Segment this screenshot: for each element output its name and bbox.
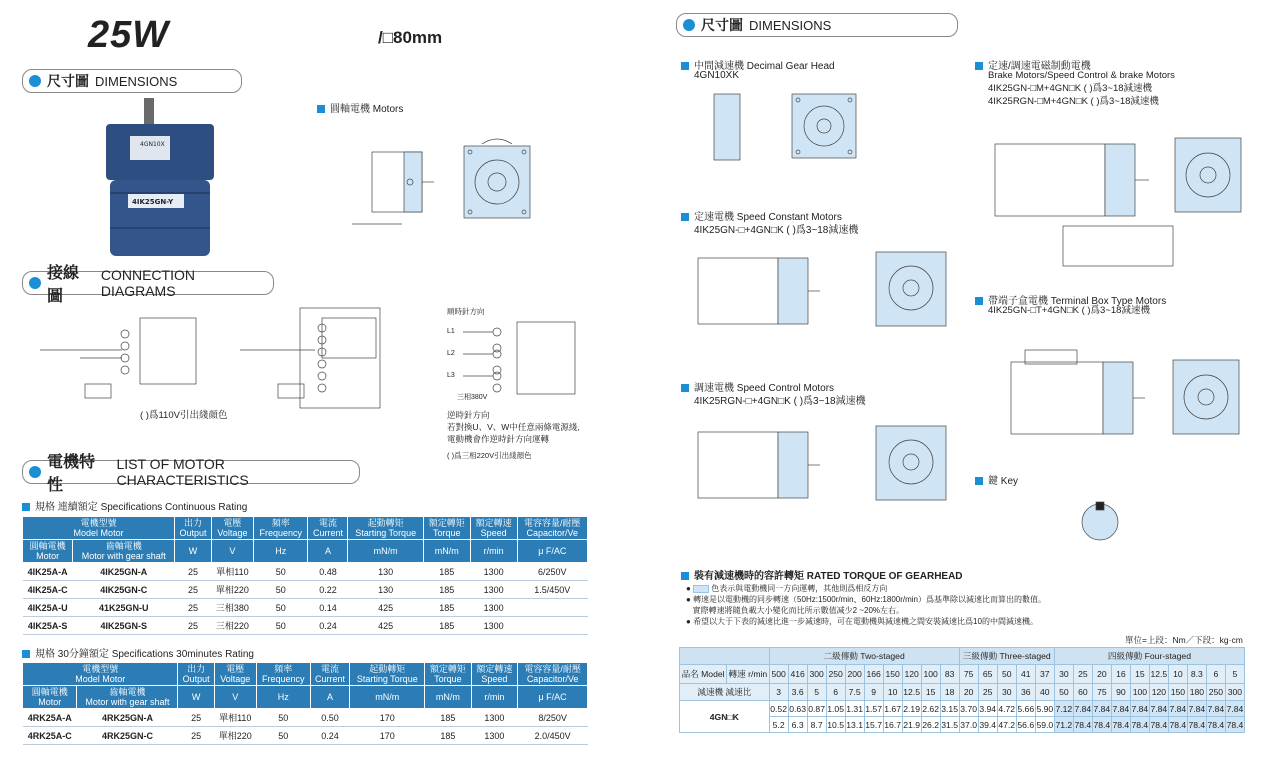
table-cell: 三相220 [211, 617, 253, 635]
table-cell: 50 [254, 599, 308, 617]
cw-direction-label: 順時針方向 [447, 307, 485, 316]
table-cell: 130 [348, 563, 423, 581]
table-cell: 50 [254, 581, 308, 599]
torque-cell: 12.5 [1149, 665, 1168, 684]
table-cell: 1300 [470, 581, 517, 599]
speed-constant-label: 定速電機 Speed Constant Motors [681, 208, 842, 223]
table-cell: 8/250V [518, 709, 588, 727]
table-cell: 單相110 [211, 563, 253, 581]
bullet-dot-icon [29, 75, 41, 87]
table-cell: 50 [254, 563, 308, 581]
table-cell: 25 [178, 709, 214, 727]
torque-cell: 9 [864, 684, 883, 701]
table-cell: 4RK25GN-A [77, 709, 178, 727]
connection-diagram-single-phase [30, 298, 440, 418]
torque-cell: 83 [940, 665, 959, 684]
torque-cell: 41 [1016, 665, 1035, 684]
table-cell: 50 [256, 727, 310, 745]
table-cell: 0.14 [308, 599, 348, 617]
torque-cell: 37 [1035, 665, 1054, 684]
table-cell: 185 [425, 727, 472, 745]
ccw-note-line4: ( )爲三相220V引出綫顔色 [447, 451, 532, 460]
torque-cell: 78.4 [1130, 717, 1149, 733]
table-cell: 25 [175, 599, 212, 617]
key-drawing [1060, 478, 1140, 546]
torque-cell: 7.84 [1168, 701, 1187, 717]
torque-cell: 5 [1225, 665, 1244, 684]
torque-cell: 7.5 [845, 684, 864, 701]
torque-cell: 500 [769, 665, 788, 684]
table-row [23, 617, 588, 635]
torque-cell: 25 [1073, 665, 1092, 684]
connection-section-head: 接線圖 CONNECTION DIAGRAMS [22, 271, 274, 295]
spec-table-30min: 電機型號 Model Motor 出力 Output 電壓 Voltage 頻率 Frequency 電流 Current 起動轉矩 Starting Torque 額定轉矩 Torque 額定轉速 Speed 電容容量/耐壓 Capacitor/Ve 圓軸電機 Motor 齒軸電機 Motor with gear shaft W V Hz A mN/m mN/m r/min μ F/AC 4RK25A-A 4RK25GN-A 25 單相110 50 0.50 170 185 1300 8/250V 4RK25A-C 4RK25GN-C 25 單相220 50 0.24 170 185 1300 2.0/450V [22, 662, 588, 745]
torque-cell: 7.84 [1225, 701, 1244, 717]
torque-cell: 78.4 [1092, 717, 1111, 733]
torque-cell: 60 [1073, 684, 1092, 701]
torque-cell: 0.63 [788, 701, 807, 717]
torque-cell: 5.66 [1016, 701, 1035, 717]
torque-cell: 56.6 [1016, 717, 1035, 733]
gear-head-drawing [700, 88, 870, 178]
torque-cell: 6 [826, 684, 845, 701]
torque-cell: 120 [902, 665, 921, 684]
torque-cell: 21.9 [902, 717, 921, 733]
torque-cell: 78.4 [1149, 717, 1168, 733]
right-dimensions-section-head: 尺寸圖 DIMENSIONS [676, 13, 958, 37]
table-cell: 170 [350, 709, 425, 727]
torque-head: 裝有減速機時的容許轉矩 RATED TORQUE OF GEARHEAD [681, 567, 963, 582]
torque-cell: 10.5 [826, 717, 845, 733]
torque-cell: 78.4 [1225, 717, 1244, 733]
torque-cell: 36 [1016, 684, 1035, 701]
torque-cell: 1.57 [864, 701, 883, 717]
torque-cell: 3.15 [940, 701, 959, 717]
square-bullet-icon [681, 572, 689, 580]
torque-cell: 7.84 [1187, 701, 1206, 717]
torque-cell: 65 [978, 665, 997, 684]
table-cell: 50 [254, 617, 308, 635]
torque-cell: 16 [1111, 665, 1130, 684]
torque-cell: 1.31 [845, 701, 864, 717]
table-cell: 50 [256, 709, 310, 727]
torque-cell: 50 [997, 665, 1016, 684]
table-cell: 6/250V [517, 563, 587, 581]
torque-cell: 300 [807, 665, 826, 684]
torque-cell: 8.3 [1187, 665, 1206, 684]
torque-cell: 39.4 [978, 717, 997, 733]
terminal-label: 帶端子盒電機 Terminal Box Type Motors [975, 292, 1166, 307]
torque-cell: 8.7 [807, 717, 826, 733]
table-cell: 25 [175, 563, 212, 581]
torque-cell: 120 [1149, 684, 1168, 701]
table-cell: 0.50 [310, 709, 350, 727]
torque-cell: 3.6 [788, 684, 807, 701]
torque-cell: 71.2 [1054, 717, 1073, 733]
torque-cell: 31.5 [940, 717, 959, 733]
torque-cell: 20 [1092, 665, 1111, 684]
table-cell: 185 [423, 563, 470, 581]
torque-cell: 78.4 [1073, 717, 1092, 733]
torque-cell: 30 [1054, 665, 1073, 684]
power-title: 25W [88, 14, 170, 56]
torque-cell: 75 [959, 665, 978, 684]
square-bullet-icon [975, 297, 983, 305]
table-cell: 4IK25GN-C [73, 581, 175, 599]
table-cell [517, 599, 587, 617]
torque-cell: 40 [1035, 684, 1054, 701]
table-cell: 0.22 [308, 581, 348, 599]
torque-cell: 26.2 [921, 717, 940, 733]
speed-control-model: 4IK25RGN-□+4GN□K ( )爲3~18減速機 [694, 396, 866, 407]
table-cell: 三相380 [211, 599, 253, 617]
torque-cell: 150 [1168, 684, 1187, 701]
table-cell: 170 [350, 727, 425, 745]
square-bullet-icon [22, 650, 30, 658]
table-cell: 425 [348, 599, 423, 617]
characteristics-section-head: 電機特性 LIST OF MOTOR CHARACTERISTICS [22, 460, 360, 484]
table-cell [517, 617, 587, 635]
table-cell: 1300 [470, 563, 517, 581]
torque-cell: 2.62 [921, 701, 940, 717]
table-cell: 4IK25A-C [23, 581, 73, 599]
torque-cell: 37.0 [959, 717, 978, 733]
torque-cell: 180 [1187, 684, 1206, 701]
torque-cell: 15 [1130, 665, 1149, 684]
motors-label: 圓軸電機 Motors [317, 100, 403, 115]
torque-cell: 78.4 [1168, 717, 1187, 733]
torque-cell: 7.84 [1111, 701, 1130, 717]
torque-cell: 7.84 [1206, 701, 1225, 717]
square-bullet-icon [681, 384, 689, 392]
table-cell: 0.24 [310, 727, 350, 745]
square-bullet-icon [317, 105, 325, 113]
torque-cell: 18 [940, 684, 959, 701]
table-cell: 4RK25GN-C [77, 727, 178, 745]
torque-cell: 90 [1111, 684, 1130, 701]
table1-title: 規格 連續額定 Specifications Continuous Rating [22, 498, 247, 513]
brake-motor-drawing [975, 120, 1245, 270]
torque-table: 二級傳動 Two-staged 三級傳動 Three-staged 四級傳動 Four-staged 品名 Model 轉速 r/min 500 416 300 250 200 166 150 120 100 83 75 65 50 41 37 30 25 20 16 15 12.5 10 8.3 6 5 減速機 減速比 3 3.6 5 6 7.5 9 10 12.5 15 18 20 25 30 36 40 50 60 75 90 100 120 150 180 250 300 4GN□K 0.52 0.63 0.87 1.05 1.31 1.57 1.67 2.19 2.62 3.15 3.70 3.94 4.72 5.66 5.90 7.12 7.84 7.84 7.84 7.84 7.84 7.84 7.84 7.84 7.84 5.2 6.3 8.7 10.5 13.1 15.7 16.7 21.9 26.2 31.5 37.0 39.4 47.2 56.6 59.0 71.2 78.4 78.4 78.4 78.4 78.4 78.4 78.4 78.4 78.4 [679, 647, 1245, 733]
table-row [23, 581, 588, 599]
ccw-note-line3: 電動機會作逆時針方向運轉 [447, 434, 550, 444]
speed-control-drawing [680, 410, 950, 520]
torque-cell: 4.72 [997, 701, 1016, 717]
torque-cell: 30 [997, 684, 1016, 701]
torque-cell: 250 [1206, 684, 1225, 701]
table-cell: 1300 [471, 709, 518, 727]
torque-cell: 20 [959, 684, 978, 701]
table-cell: 0.24 [308, 617, 348, 635]
table-row [23, 563, 588, 581]
square-bullet-icon [681, 213, 689, 221]
table-cell: 單相110 [214, 709, 256, 727]
connection-diagram-three-phase: L1 L2 L3 [445, 318, 595, 398]
table-cell: 1300 [470, 599, 517, 617]
torque-notes: ● 色表示與電動機同一方向運轉，其他則爲相反方向 ● 轉速是以電動機的同步轉速（50Hz:1500r/min、60Hz:1800r/min）爲基準除以減速比而算出的數值。 實際轉速將隨負載大小變化而比所示數值减少2 ~20%左右。 ● 希望以大于下表的減速比進一步减速時，可在電動機與減速機之間安裝減速比爲10的中間減速機。 [686, 584, 1047, 626]
square-bullet-icon [22, 503, 30, 511]
dimensions-section-head: 尺寸圖 DIMENSIONS [22, 69, 242, 93]
unit-note: 單位=上段：Nm／下段：kg·cm [1125, 635, 1243, 645]
torque-cell: 78.4 [1187, 717, 1206, 733]
speed-constant-drawing [680, 236, 950, 346]
torque-cell: 3 [769, 684, 788, 701]
table-cell: 25 [175, 581, 212, 599]
torque-cell: 15 [921, 684, 940, 701]
table-cell: 4IK25A-A [23, 563, 73, 581]
brake-model2: 4IK25RGN-□M+4GN□K ( )爲3~18減速機 [988, 96, 1159, 107]
table-cell: 4RK25A-C [23, 727, 77, 745]
table-cell: 1300 [470, 617, 517, 635]
square-bullet-icon [975, 62, 983, 70]
table-cell: 4IK25GN-S [73, 617, 175, 635]
torque-cell: 250 [826, 665, 845, 684]
torque-cell: 12.5 [902, 684, 921, 701]
table-cell: 1.5/450V [517, 581, 587, 599]
conn-note-110: ( )爲110V引出綫顔色 [140, 410, 228, 421]
torque-cell: 300 [1225, 684, 1244, 701]
voltage-label: 三相380V [457, 394, 488, 401]
table-cell: 130 [348, 581, 423, 599]
table-cell: 185 [423, 617, 470, 635]
frame-size: /□80mm [378, 28, 443, 47]
terminal-model: 4IK25GN-□T+4GN□K ( )爲3~18減速機 [988, 305, 1150, 316]
torque-cell: 47.2 [997, 717, 1016, 733]
torque-cell: 150 [883, 665, 902, 684]
table-cell: 4IK25A-U [23, 599, 73, 617]
torque-cell: 100 [1130, 684, 1149, 701]
torque-cell: 2.19 [902, 701, 921, 717]
torque-cell: 1.67 [883, 701, 902, 717]
torque-cell: 7.84 [1149, 701, 1168, 717]
table-cell: 單相220 [211, 581, 253, 599]
speed-control-label: 調速電機 Speed Control Motors [681, 379, 834, 394]
torque-cell: 6.3 [788, 717, 807, 733]
torque-cell: 16.7 [883, 717, 902, 733]
table-row [23, 709, 588, 727]
table-cell: 2.0/450V [518, 727, 588, 745]
table-cell: 41K25GN-U [73, 599, 175, 617]
table-cell: 25 [178, 727, 214, 745]
table2-title: 規格 30分鐘額定 Specifications 30minutes Rating [22, 645, 254, 660]
torque-cell: 100 [921, 665, 940, 684]
torque-cell: 3.94 [978, 701, 997, 717]
torque-cell: 59.0 [1035, 717, 1054, 733]
key-label: 鍵 Key [975, 472, 1018, 487]
ccw-note-line2: 若對換U、V、W中任意兩條電源綫, [447, 422, 580, 432]
table-cell: 425 [348, 617, 423, 635]
torque-cell: 3.70 [959, 701, 978, 717]
table-cell: 185 [423, 599, 470, 617]
torque-cell: 5.90 [1035, 701, 1054, 717]
torque-cell: 10 [1168, 665, 1187, 684]
torque-cell: 7.84 [1073, 701, 1092, 717]
torque-cell: 7.84 [1130, 701, 1149, 717]
table-cell: 4IK25A-S [23, 617, 73, 635]
torque-cell: 7.12 [1054, 701, 1073, 717]
color-swatch-icon [693, 585, 709, 593]
torque-cell: 75 [1092, 684, 1111, 701]
torque-cell: 416 [788, 665, 807, 684]
torque-cell: 200 [845, 665, 864, 684]
brake-label: 定速/調速電磁制動電機 [975, 57, 1091, 72]
spec-table-continuous: 電機型號 Model Motor 出力 Output 電壓 Voltage 頻率 Frequency 電流 Current 起動轉矩 Starting Torque 額定轉矩 Torque 額定轉速 Speed 電容容量/耐壓 Capacitor/Ve 圓軸電機 Motor 齒軸電機 Motor with gear shaft W V Hz A mN/m mN/m r/min μ F/AC 4IK25A-A 4IK25GN-A 25 單相110 50 0.48 130 185 1300 6/250V 4IK25A-C 4IK25GN-C 25 單相220 50 0.22 130 185 1300 1.5/450V 4IK25A-U 41K25GN-U 25 三相380 50 0.14 425 185 1300 4IK25A-S 4IK25GN-S 25 三相220 50 0.24 425 185 1300 [22, 516, 588, 635]
torque-cell: 15.7 [864, 717, 883, 733]
table-cell: 4RK25A-A [23, 709, 77, 727]
torque-cell: 10 [883, 684, 902, 701]
torque-cell: 78.4 [1206, 717, 1225, 733]
table-cell: 單相220 [214, 727, 256, 745]
motor-dimension-drawing [342, 132, 532, 232]
torque-cell: 25 [978, 684, 997, 701]
table-cell: 25 [175, 617, 212, 635]
torque-cell: 78.4 [1111, 717, 1130, 733]
torque-cell: 6 [1206, 665, 1225, 684]
bullet-dot-icon [683, 19, 695, 31]
table-row [23, 599, 588, 617]
brake-model1: 4IK25GN-□M+4GN□K ( )爲3~18減速機 [988, 83, 1153, 94]
torque-cell: 13.1 [845, 717, 864, 733]
torque-cell: 7.84 [1092, 701, 1111, 717]
torque-cell: 0.87 [807, 701, 826, 717]
square-bullet-icon [681, 62, 689, 70]
torque-cell: 0.52 [769, 701, 788, 717]
table-cell: 1300 [471, 727, 518, 745]
torque-cell: 1.05 [826, 701, 845, 717]
terminal-motor-drawing [975, 330, 1245, 460]
bullet-dot-icon [29, 277, 41, 289]
torque-cell: 50 [1054, 684, 1073, 701]
gear-head-label: 中間減速機 Decimal Gear Head [681, 57, 835, 72]
ccw-note-title: 逆時針方向 [447, 410, 490, 420]
torque-cell: 166 [864, 665, 883, 684]
table-cell: 185 [423, 581, 470, 599]
square-bullet-icon [975, 477, 983, 485]
table-cell: 4IK25GN-A [73, 563, 175, 581]
bullet-dot-icon [29, 466, 41, 478]
table-cell: 0.48 [308, 563, 348, 581]
speed-constant-model: 4IK25GN-□+4GN□K ( )爲3~18減速機 [694, 225, 859, 236]
table-row [23, 727, 588, 745]
gear-head-model: 4GN10XK [694, 70, 740, 81]
table-cell: 185 [425, 709, 472, 727]
brake-en: Brake Motors/Speed Control & brake Motors [988, 70, 1175, 81]
torque-cell: 5 [807, 684, 826, 701]
motor-photo: 4GN10X 4IK25GN-Y [100, 98, 220, 260]
torque-cell: 5.2 [769, 717, 788, 733]
